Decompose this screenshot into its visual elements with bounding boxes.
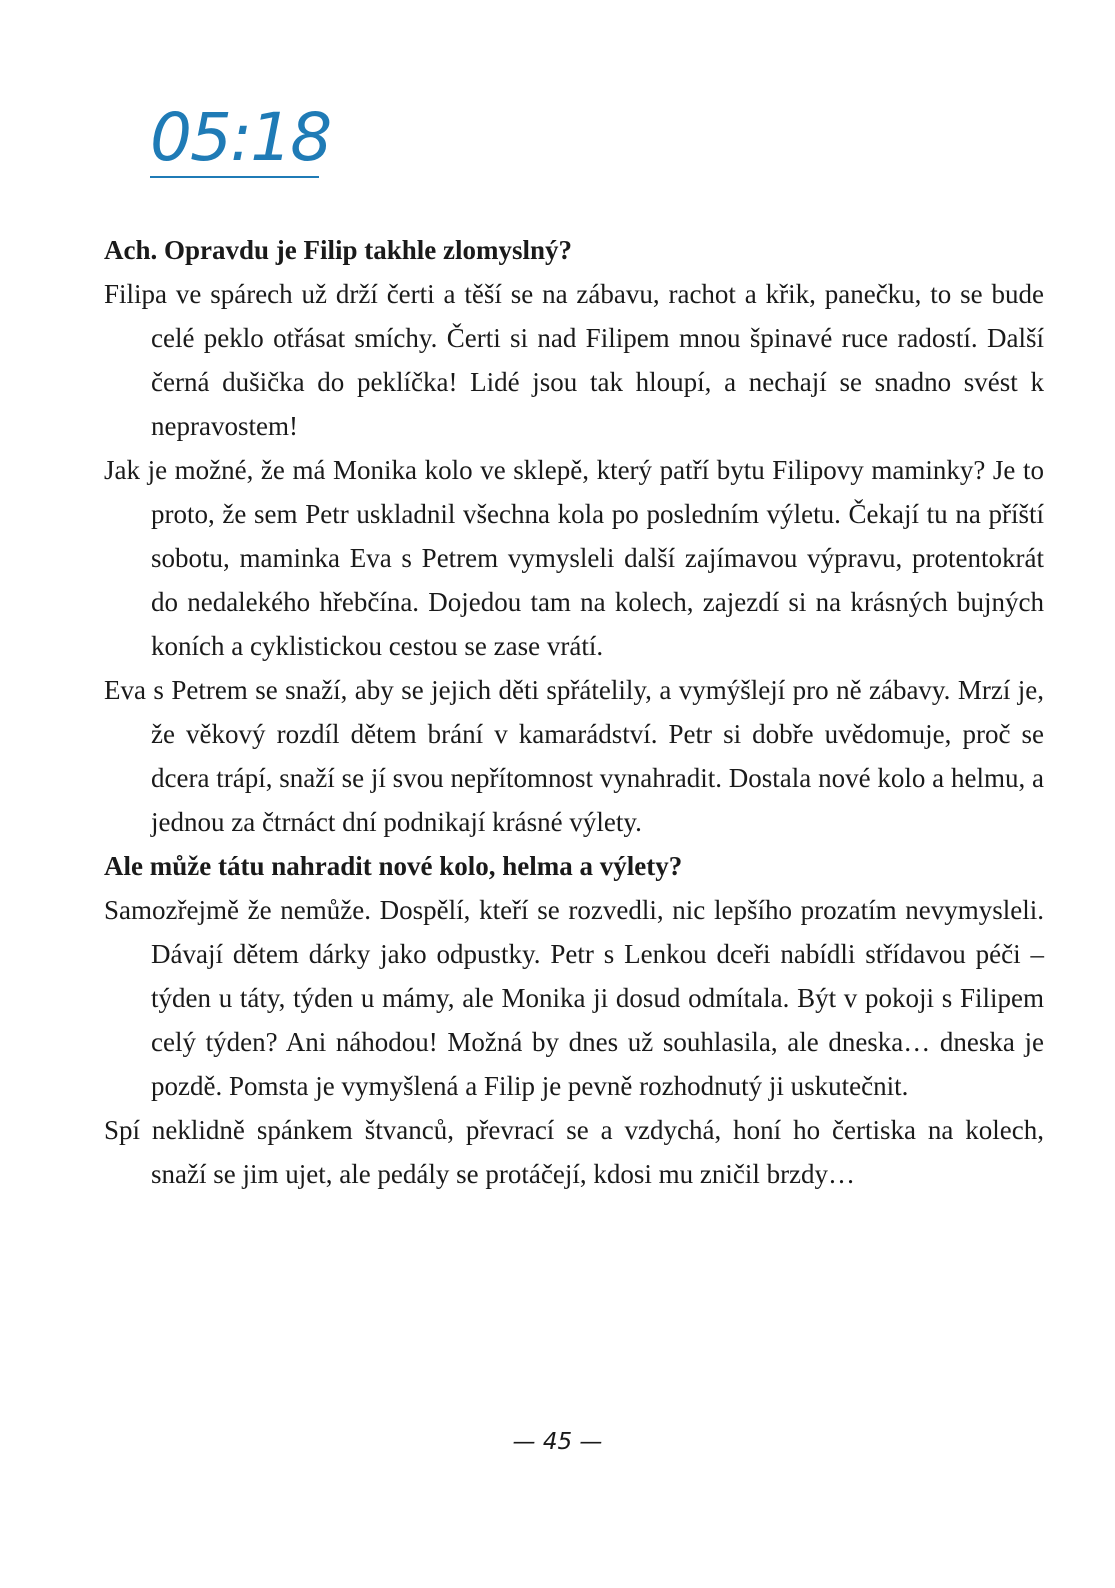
- paragraph-1: Filipa ve spárech už drží čerti a těší se na zábavu, rachot a křik, panečku, to se bude celé peklo otřásat smíchy. Čerti si nad Filipem mnou špinavé ruce radostí. Další černá dušička do peklíčka! Lidé jsou tak hloupí, a nechají se snadno svést k nepravostem!: [104, 279, 1044, 441]
- paragraph-3: Eva s Petrem se snaží, aby se jejich děti spřátelily, a vymýšlejí pro ně zábavy. Mrzí je, že věkový rozdíl dětem brání v kamarádství. Petr si dobře uvědomuje, proč se dcera trápí, snaží se jí svou nepřítomnost vynahradit. Dostala nové kolo a helmu, a jednou za čtrnáct dní podnikají krásné výlety.: [104, 675, 1044, 837]
- paragraph-2: Jak je možné, že má Monika kolo ve sklepě, který patří bytu Filipovy maminky? Je to proto, že sem Petr uskladnil všechna kola po posledním výletu. Čekají tu na příští sobotu, maminka Eva s Petrem vymysleli další zajímavou výpravu, protentokrát do nedalekého hřebčína. Dojedou tam na kolech, zajezdí si na krásných bujných koních a cyklistickou cestou se zase vrátí.: [104, 455, 1044, 661]
- paragraph-5: Spí neklidně spánkem štvanců, převrací se a vzdychá, honí ho čertiska na kolech, snaží se jim ujet, ale pedály se protáčejí, kdosi mu zničil brzdy…: [104, 1115, 1044, 1189]
- bold-question-1: Ach. Opravdu je Filip takhle zlomyslný?: [104, 235, 573, 265]
- bold-question-2: Ale může tátu nahradit nové kolo, helma a výlety?: [104, 851, 683, 881]
- body-text: [104, 228, 1044, 1196]
- chapter-time-heading: 05:18: [150, 99, 331, 176]
- paragraph-4: Samozřejmě že nemůže. Dospělí, kteří se rozvedli, nic lepšího prozatím nevymysleli. Dávají dětem dárky jako odpustky. Petr s Lenkou dceři nabídli střídavou péči – týden u táty, týden u mámy, ale Monika ji dosud odmítala. Být v pokoji s Filipem celý týden? Ani náhodou! Možná by dnes už souhlasila, ale dneska… dneska je pozdě. Pomsta je vymyšlená a Filip je pevně rozhodnutý ji uskutečnit.: [104, 895, 1044, 1101]
- chapter-heading-underline: [150, 176, 319, 178]
- page-number: — 45 —: [512, 1429, 603, 1455]
